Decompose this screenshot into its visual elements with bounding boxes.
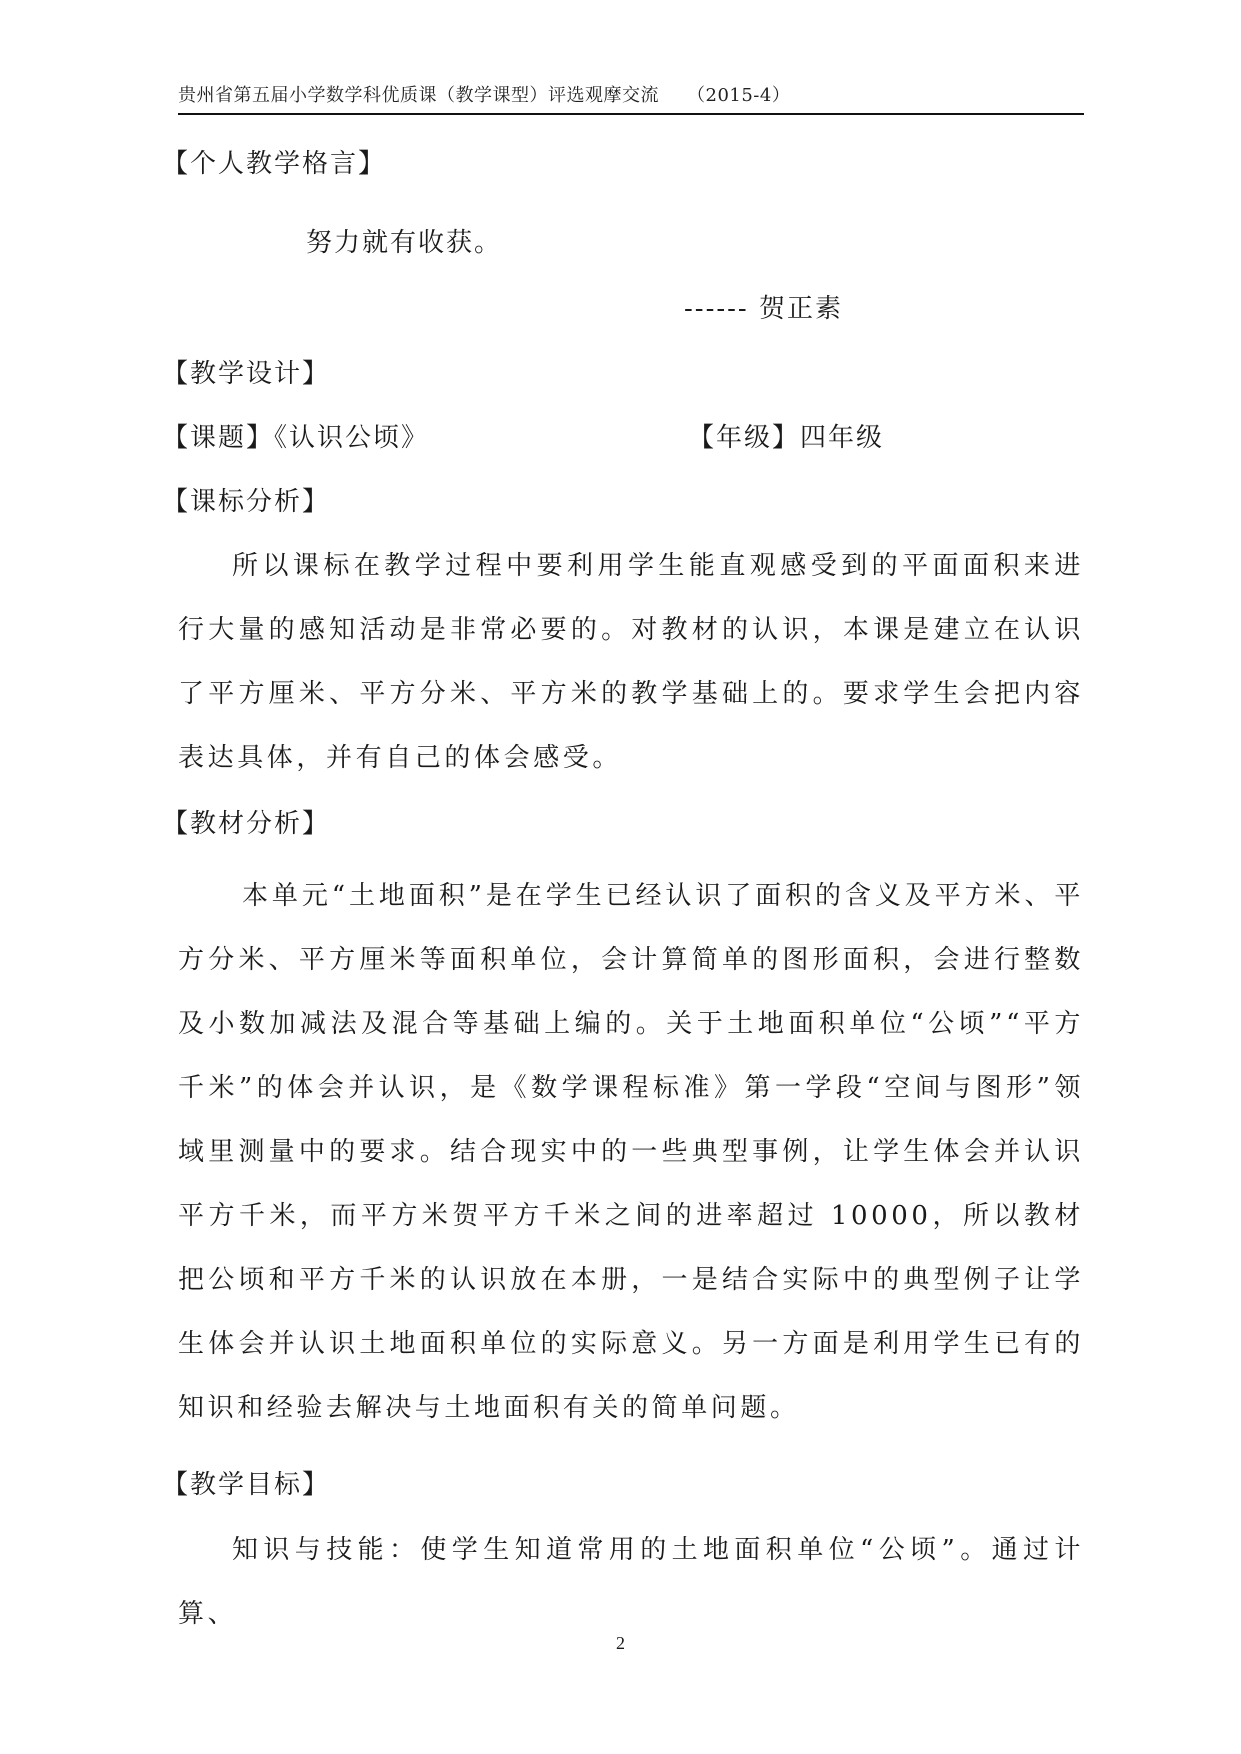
topic-label: 【课题】《认识公顷》 <box>162 423 430 453</box>
page-header <box>178 84 1084 114</box>
standard-analysis-heading: 【课标分析】 <box>162 487 331 517</box>
textbook-analysis-heading: 【教材分析】 <box>162 809 331 839</box>
objectives-text: 知识与技能：使学生知道常用的土地面积单位“公顷”。通过计算、 <box>178 1535 1084 1629</box>
design-heading: 【教学设计】 <box>162 359 331 389</box>
page-number: 2 <box>616 1633 625 1653</box>
standard-analysis-text: 所以课标在教学过程中要利用学生能直观感受到的平面面积来进行大量的感知活动是非常必要的。对教材的认识，本课是建立在认识了平方厘米、平方分米、平方米的教学基础上的。要求学生会把内容表达具体，并有自己的体会感受。 <box>178 551 1084 773</box>
grade-label: 【年级】四年级 <box>688 423 885 453</box>
textbook-analysis-paragraph <box>178 864 1084 1440</box>
textbook-analysis-text: 本单元“土地面积”是在学生已经认识了面积的含义及平方米、平方分米、平方厘米等面积单位，会计算简单的图形面积，会进行整数及小数加减法及混合等基础上编的。关于土地面积单位“公顷”“平方千米”的体会并认识，是《数学课程标准》第一学段“空间与图形”领域里测量中的要求。结合现实中的一些典型事例，让学生体会并认识平方千米，而平方米贺平方千米之间的进率超过 10000，所以教材把公顷和平方千米的认识放在本册，一是结合实际中的典型例子让学生体会并认识土地面积单位的实际意义。另一方面是利用学生已有的知识和经验去解决与土地面积有关的简单问题。 <box>178 881 1084 1423</box>
motto-heading: 【个人教学格言】 <box>162 149 387 179</box>
objectives-paragraph <box>178 1518 1084 1646</box>
objectives-heading: 【教学目标】 <box>162 1470 331 1500</box>
header-title: 贵州省第五届小学数学科优质课（教学课型）评选观摩交流 <box>178 85 659 106</box>
standard-analysis-paragraph <box>178 534 1084 790</box>
motto-author: ------ 贺正素 <box>684 294 843 324</box>
header-rule <box>178 113 1084 115</box>
motto-text: 努力就有收获。 <box>306 228 503 258</box>
header-year: （2015-4） <box>687 85 791 106</box>
